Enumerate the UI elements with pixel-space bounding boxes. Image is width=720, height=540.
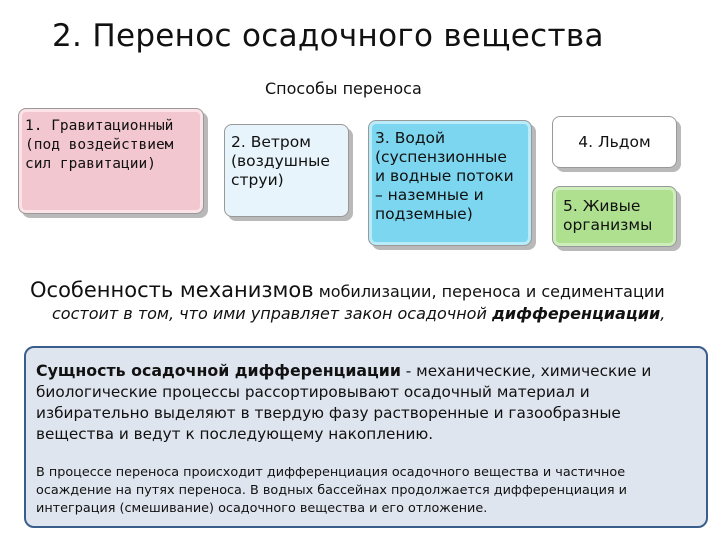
feature-line2-start: состоит в том, что ими управляет закон осадочной xyxy=(52,304,492,323)
water-line-4: – наземные и xyxy=(375,186,484,204)
organisms-transport-box xyxy=(552,186,677,247)
gravity-transport-box xyxy=(18,108,204,214)
essence-text: - механические, химические и биологические процессы рассортировывают осадочный материал и избирательно выделяют в твердую фазу растворенные и газообразные вещества и ведут к последующему накоплению. xyxy=(36,362,652,443)
ice-label: 4. Льдом xyxy=(578,133,651,151)
gravity-line-1: 1. Гравитационный xyxy=(25,118,174,134)
essence-heading: Сущность осадочной дифференциации xyxy=(36,361,401,380)
mechanisms-feature-rest: мобилизации, переноса и седиментации xyxy=(318,282,665,301)
water-line-1: 3. Водой xyxy=(375,129,446,147)
wind-line-3: струи) xyxy=(231,171,284,189)
water-transport-box xyxy=(368,120,532,246)
water-line-2: (суспензионные xyxy=(375,148,507,166)
wind-transport-box xyxy=(224,124,349,217)
wind-line-2: (воздушные xyxy=(231,152,330,170)
wind-line-1: 2. Ветром xyxy=(231,133,311,151)
ice-transport-box xyxy=(552,116,677,168)
organisms-line-1: 5. Живые xyxy=(563,197,641,215)
gravity-line-3: сил гравитации) xyxy=(25,156,156,172)
feature-line2-end: , xyxy=(660,304,666,323)
water-line-5: подземные) xyxy=(375,205,473,223)
mechanisms-feature-line-2 xyxy=(52,304,665,323)
page-title: 2. Перенос осадочного вещества xyxy=(52,18,604,54)
feature-line2-bold: дифференциации xyxy=(491,304,661,323)
organisms-line-2: организмы xyxy=(563,216,653,234)
differentiation-panel xyxy=(24,346,708,528)
process-paragraph: В процессе переноса происходит дифференциация осадочного вещества и частичное осаждение на путях переноса. В водных бассейнах продолжается дифференциация и интеграция (смешивание) осадочного вещества и его отложение. xyxy=(36,465,627,516)
gravity-line-2: (под воздействием xyxy=(25,137,174,153)
water-line-3: и водные потоки xyxy=(375,167,514,185)
transport-methods-subtitle: Способы переноса xyxy=(265,79,422,98)
essence-paragraph xyxy=(36,360,700,445)
mechanisms-feature-heading: Особенность механизмов xyxy=(30,278,314,302)
mechanisms-feature-line xyxy=(30,278,665,302)
